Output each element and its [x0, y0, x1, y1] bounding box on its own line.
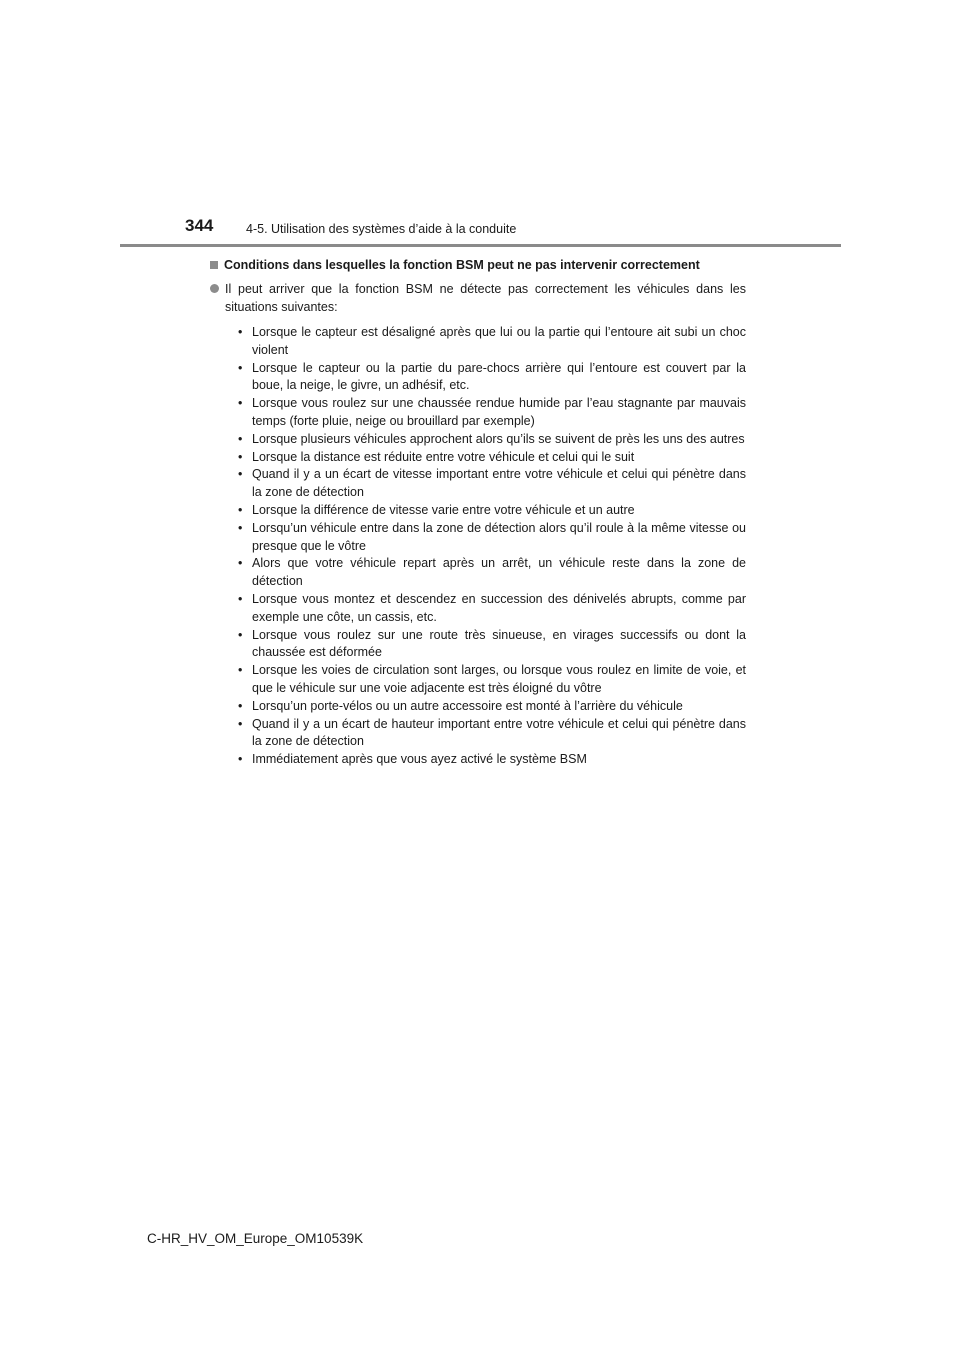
list-item	[228, 627, 746, 663]
list-item-text: Lorsque plusieurs véhicules approchent alors qu’ils se suivent de près les uns des autres	[252, 431, 745, 446]
bullet-dot-icon: •	[238, 752, 243, 767]
conditions-list	[210, 324, 746, 769]
bullet-dot-icon: •	[238, 360, 243, 375]
list-item-text: Lorsque vous roulez sur une chaussée rendue humide par l’eau stagnante par mauvais temps (forte pluie, neige ou brouillard par exemple)	[252, 396, 746, 428]
list-item	[228, 716, 746, 752]
intro-point-text: Il peut arriver que la fonction BSM ne détecte pas correctement les véhicules dans les situations suivantes:	[225, 282, 746, 314]
list-item	[228, 751, 746, 769]
bullet-dot-icon: •	[238, 556, 243, 571]
list-item	[228, 449, 746, 467]
list-item-text: Lorsque le capteur est désaligné après que lui ou la partie qui l’entoure ait subi un choc violent	[252, 325, 746, 357]
document-code: C-HR_HV_OM_Europe_OM10539K	[147, 1231, 364, 1246]
circle-bullet-icon	[210, 284, 219, 293]
bullet-dot-icon: •	[238, 502, 243, 517]
square-bullet-icon	[210, 261, 218, 269]
bullet-dot-icon: •	[238, 449, 243, 464]
main-content	[210, 256, 746, 769]
bullet-dot-icon: •	[238, 663, 243, 678]
intro-point	[210, 280, 746, 316]
list-item-text: Alors que votre véhicule repart après un arrêt, un véhicule reste dans la zone de détection	[252, 556, 746, 589]
list-item	[228, 431, 746, 449]
section-heading	[210, 256, 746, 274]
bullet-dot-icon: •	[238, 396, 243, 411]
bullet-dot-icon: •	[238, 591, 243, 606]
list-item-text: Lorsque vous montez et descendez en succession des dénivelés abrupts, comme par exemple une côte, un cassis, etc.	[252, 591, 746, 624]
bullet-dot-icon: •	[238, 716, 243, 731]
bullet-dot-icon: •	[238, 467, 243, 482]
bullet-dot-icon: •	[238, 325, 243, 339]
list-item	[228, 502, 746, 520]
list-item-text: Lorsque le capteur ou la partie du pare-chocs arrière qui l’entoure est couvert par la boue, la neige, le givre, un adhésif, etc.	[252, 360, 746, 393]
page-number: 344	[185, 216, 214, 235]
list-item-text: Lorsqu’un véhicule entre dans la zone de détection alors qu’il roule à la même vitesse ou presque que le vôtre	[252, 520, 746, 553]
bullet-dot-icon: •	[238, 627, 243, 642]
list-item-text: Lorsque la distance est réduite entre votre véhicule et celui qui le suit	[252, 449, 635, 464]
list-item-text: Quand il y a un écart de hauteur important entre votre véhicule et celui qui pénètre dans la zone de détection	[252, 716, 746, 749]
list-item-text: Lorsque vous roulez sur une route très sinueuse, en virages successifs ou dont la chaussée est déformée	[252, 627, 746, 660]
list-item	[228, 466, 746, 502]
list-item	[228, 591, 746, 627]
section-heading-text: Conditions dans lesquelles la fonction BSM peut ne pas intervenir correctement	[224, 258, 700, 272]
bullet-dot-icon: •	[238, 431, 243, 446]
list-item-text: Lorsqu’un porte-vélos ou un autre accessoire est monté à l’arrière du véhicule	[252, 698, 683, 713]
bullet-dot-icon: •	[238, 520, 243, 535]
list-item	[228, 698, 746, 716]
bullet-dot-icon: •	[238, 698, 243, 713]
list-item-text: Lorsque la différence de vitesse varie entre votre véhicule et un autre	[252, 502, 635, 517]
list-item	[228, 395, 746, 431]
running-header: 4-5. Utilisation des systèmes d’aide à la conduite	[246, 222, 517, 236]
list-item	[228, 555, 746, 591]
list-item	[228, 360, 746, 396]
list-item	[228, 520, 746, 556]
header-divider	[120, 244, 841, 247]
list-item-text: Quand il y a un écart de vitesse important entre votre véhicule et celui qui pénètre dans la zone de détection	[252, 467, 746, 500]
list-item-text: Immédiatement après que vous ayez activé le système BSM	[252, 752, 587, 767]
list-item	[228, 324, 746, 360]
list-item	[228, 662, 746, 698]
list-item-text: Lorsque les voies de circulation sont larges, ou lorsque vous roulez en limite de voie, et que le véhicule sur une voie adjacente est très éloigné du vôtre	[252, 663, 746, 695]
